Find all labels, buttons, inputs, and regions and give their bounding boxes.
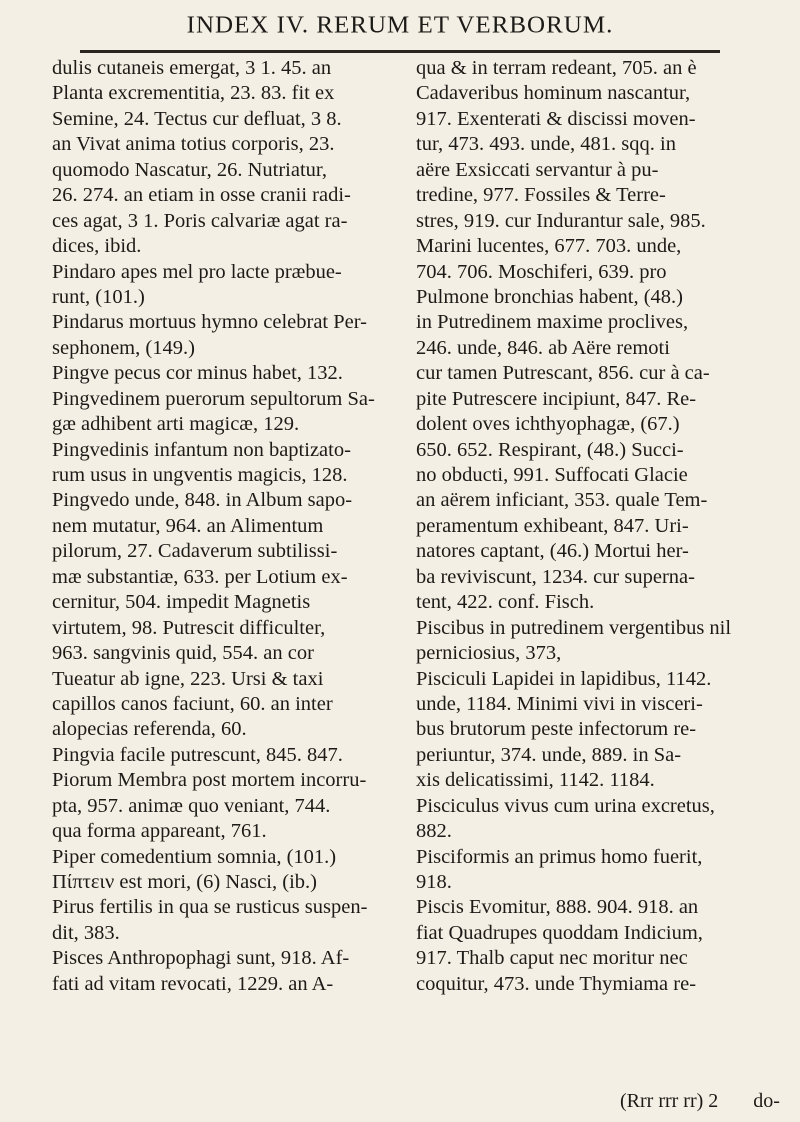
index-line: aëre Exsiccati servantur à pu- [416, 158, 659, 181]
index-line: qua forma appareant, 761. [52, 820, 267, 843]
footer-signature-line [620, 1090, 780, 1113]
index-line: capillos canos faciunt, 60. an inter [52, 692, 333, 715]
index-line: alopecias referenda, 60. [52, 718, 247, 741]
index-line: an aërem inficiant, 353. quale Tem- [416, 489, 708, 512]
index-line: mæ substantiæ, 633. per Lotium ex- [52, 565, 348, 588]
index-line: sephonem, (149.) [52, 336, 195, 359]
catchword: do- [753, 1090, 780, 1112]
index-line: Pisciformis an primus homo fuerit, [416, 845, 703, 868]
index-line: Semine, 24. Tectus cur defluat, 3 8. [52, 107, 342, 130]
index-line: coquitur, 473. unde Thymiama re- [416, 972, 697, 995]
index-line: tur, 473. 493. unde, 481. sqq. in [416, 133, 676, 156]
index-line: periuntur, 374. unde, 889. in Sa- [416, 743, 682, 766]
header-rule [80, 50, 720, 53]
index-line: xis delicatissimi, 1142. 1184. [416, 769, 655, 792]
index-line: Tueatur ab igne, 223. Ursi & taxi [52, 667, 324, 690]
index-line: pite Putrescere incipiunt, 847. Re- [416, 387, 697, 410]
index-line: 917. Exenterati & discissi moven- [416, 107, 696, 130]
index-line: Marini lucentes, 677. 703. unde, [416, 235, 682, 258]
page-header: INDEX IV. RERUM ET VERBORUM. [186, 12, 614, 39]
index-line: 963. sangvinis quid, 554. an cor [52, 642, 314, 665]
index-line: in Putredinem maxime proclives, [416, 311, 689, 334]
index-line: ces agat, 3 1. Poris calvariæ agat ra- [52, 209, 348, 232]
index-line: Piscibus in putredinem vergentibus nil [416, 616, 732, 639]
index-line: Planta excrementitia, 23. 83. fit ex [52, 82, 335, 105]
index-line: 918. [416, 871, 452, 893]
index-line: an Vivat anima totius corporis, 23. [52, 133, 335, 156]
index-line: Pisces Anthropophagi sunt, 918. Af- [52, 947, 350, 970]
index-line: peramentum exhibeant, 847. Uri- [416, 514, 689, 537]
index-line: ba reviviscunt, 1234. cur superna- [416, 565, 695, 588]
index-line: dit, 383. [52, 921, 120, 944]
index-line: 246. unde, 846. ab Aëre remoti [416, 336, 670, 359]
index-line: nem mutatur, 964. an Alimentum [52, 514, 324, 537]
index-line: natores captant, (46.) Mortui her- [416, 540, 689, 563]
index-line: dices, ibid. [52, 235, 142, 258]
index-line: fiat Quadrupes quoddam Indicium, [416, 921, 703, 944]
index-line: 26. 274. an etiam in osse cranii radi- [52, 184, 351, 207]
index-line: unde, 1184. Minimi vivi in visceri- [416, 692, 703, 715]
signature-mark: (Rrr rrr rr) 2 [620, 1090, 719, 1112]
index-line: Pingvia facile putrescunt, 845. 847. [52, 743, 343, 766]
index-line: stres, 919. cur Indurantur sale, 985. [416, 209, 706, 232]
index-line: Pisciculi Lapidei in lapidibus, 1142. [416, 667, 712, 690]
index-line: tredine, 977. Fossiles & Terre- [416, 184, 666, 207]
index-line: Piper comedentium somnia, (101.) [52, 845, 337, 868]
index-line: no obducti, 991. Suffocati Glacie [416, 464, 688, 486]
index-line: 704. 706. Moschiferi, 639. pro [416, 260, 667, 283]
index-line: 917. Thalb caput nec moritur nec [416, 947, 688, 970]
index-line: pilorum, 27. Cadaverum subtilissi- [52, 540, 338, 563]
index-line: Πίπτειν est mori, (6) Nasci, (ib.) [52, 871, 317, 893]
index-line: Pulmone bronchias habent, (48.) [416, 285, 684, 308]
index-line: fati ad vitam revocati, 1229. an A- [52, 972, 334, 995]
index-line: 650. 652. Respirant, (48.) Succi- [416, 438, 684, 461]
index-line: virtutem, 98. Putrescit difficulter, [52, 616, 326, 639]
index-line: Piscis Evomitur, 888. 904. 918. an [416, 896, 699, 919]
index-line: cur tamen Putrescant, 856. cur à ca- [416, 362, 710, 385]
left-column [52, 56, 390, 997]
index-line: qua & in terram redeant, 705. an è [416, 57, 697, 79]
index-line: 882. [416, 820, 452, 843]
index-line: Pindaro apes mel pro lacte præbue- [52, 260, 342, 283]
index-line: dolent oves ichthyophagæ, (67.) [416, 413, 680, 436]
right-column [416, 56, 754, 997]
index-line: Pingve pecus cor minus habet, 132. [52, 362, 343, 385]
index-line: Pingvedo unde, 848. in Album sapo- [52, 489, 353, 512]
index-line: tent, 422. conf. Fisch. [416, 591, 595, 614]
index-line: perniciosius, 373, [416, 642, 562, 665]
index-line: runt, (101.) [52, 285, 145, 308]
index-line: dulis cutaneis emergat, 3 1. 45. an [52, 57, 332, 79]
index-line: Pingvedinem puerorum sepultorum Sa- [52, 387, 375, 410]
index-line: Piorum Membra post mortem incorru- [52, 769, 367, 792]
index-line: cernitur, 504. impedit Magnetis [52, 591, 311, 614]
index-line: Cadaveribus hominum nascantur, [416, 82, 691, 105]
index-line: Pindarus mortuus hymno celebrat Per- [52, 311, 367, 334]
index-line: Pingvedinis infantum non baptizato- [52, 438, 351, 461]
index-line: bus brutorum peste infectorum re- [416, 718, 697, 741]
index-line: rum usus in ungventis magicis, 128. [52, 464, 348, 486]
index-line: Pirus fertilis in qua se rusticus suspen- [52, 896, 368, 919]
index-line: gæ adhibent arti magicæ, 129. [52, 413, 300, 436]
index-line: quomodo Nascatur, 26. Nutriatur, [52, 158, 328, 181]
index-line: Pisciculus vivus cum urina excretus, [416, 794, 715, 817]
index-line: pta, 957. animæ quo veniant, 744. [52, 794, 331, 817]
